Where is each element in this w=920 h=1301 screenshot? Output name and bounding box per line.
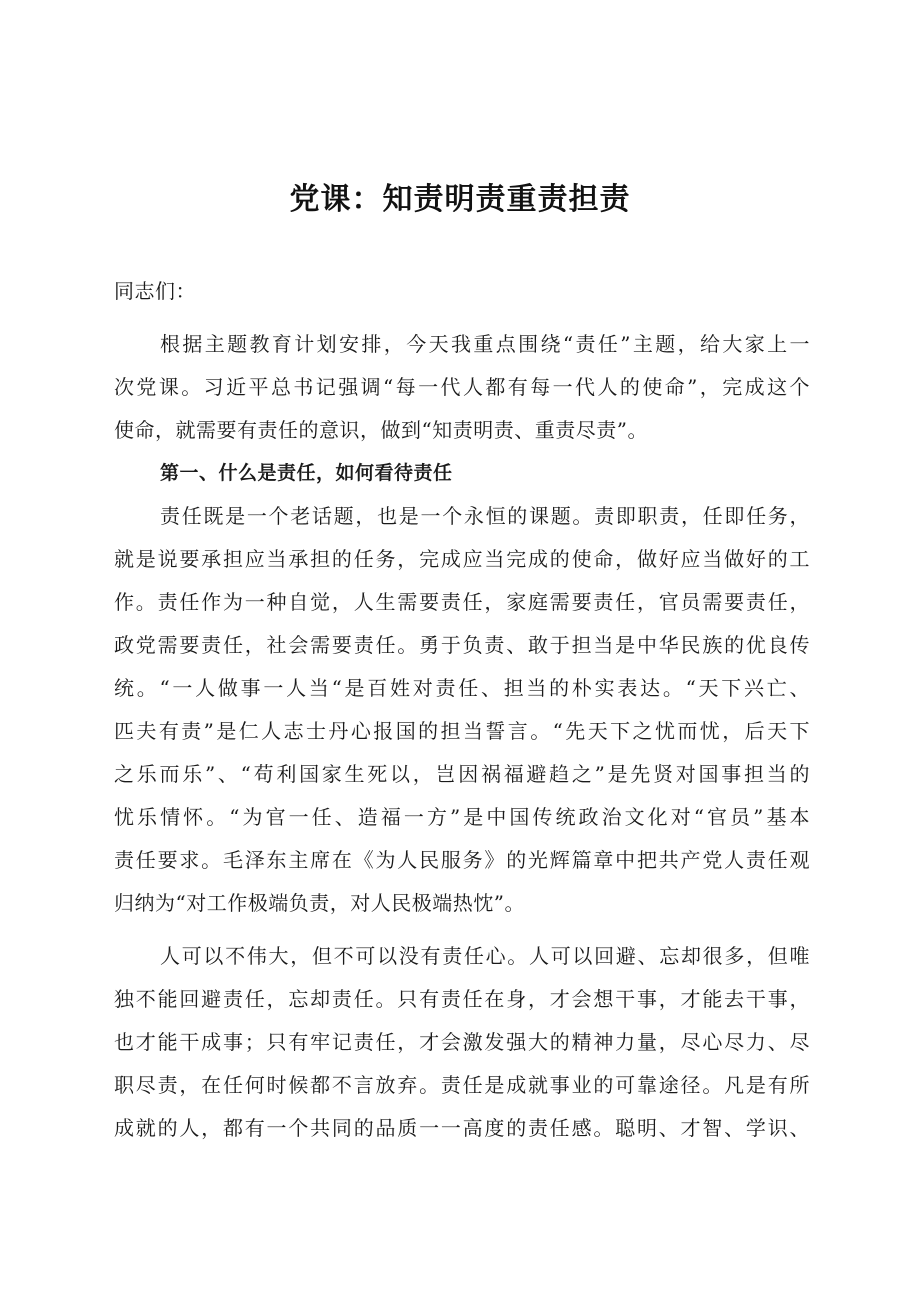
paragraph-line: 忧乐情怀。“为官一任、造福一方”是中国传统政治文化对“官员”基本 (114, 805, 810, 829)
paragraph-line: 成就的人，都有一个共同的品质一一高度的责任感。聪明、才智、学识、 (114, 1116, 810, 1140)
paragraph-line: 归纳为“对工作极端负责，对人民极端热忱”。 (114, 891, 525, 915)
document-body (114, 270, 810, 1150)
paragraph-line: 使命，就需要有责任的意识，做到“知责明责、重责尽责”。 (114, 418, 648, 442)
paragraph-3 (114, 935, 810, 1150)
paragraph-line: 政党需要责任，社会需要责任。勇于负责、敢于担当是中华民族的优良传 (114, 633, 810, 657)
paragraph-line: 独不能回避责任，忘却责任。只有责任在身，才会想干事，才能去干事， (114, 987, 810, 1011)
paragraph-line: 次党课。习近平总书记强调“每一代人都有每一代人的使命”，完成这个 (114, 375, 810, 399)
paragraph-line: 职尽责，在任何时候都不言放弃。责任是成就事业的可靠途径。凡是有所 (114, 1073, 810, 1097)
paragraph-line: 责任要求。毛泽东主席在《为人民服务》的光辉篇章中把共产党人责任观 (114, 848, 810, 872)
paragraph-line: 匹夫有责”是仁人志士丹心报国的担当誓言。“先天下之忧而忧，后天下 (114, 719, 810, 743)
paragraph-line: 统。“一人做事一人当“是百姓对责任、担当的朴实表达。“天下兴亡、 (114, 676, 810, 700)
paragraph-line: 就是说要承担应当承担的任务，完成应当完成的使命，做好应当做好的工 (114, 547, 810, 571)
salutation: 同志们： (114, 279, 196, 303)
paragraph-line: 也才能干成事；只有牢记责任，才会激发强大的精神力量，尽心尽力、尽 (114, 1030, 810, 1054)
section-heading: 第一、什么是责任，如何看待责任 (160, 462, 453, 484)
paragraph-2 (114, 495, 810, 925)
document-title: 党课：知责明责重责担责 (289, 182, 631, 217)
paragraph-line: 责任既是一个老话题，也是一个永恒的课题。责即职责，任即任务， (160, 504, 810, 528)
paragraph-line: 之乐而乐”、“苟利国家生死以，岂因祸福避趋之”是先贤对国事担当的 (114, 762, 810, 786)
paragraph-1 (114, 323, 810, 452)
paragraph-line: 人可以不伟大，但不可以没有责任心。人可以回避、忘却很多，但唯 (160, 944, 810, 968)
paragraph-line: 根据主题教育计划安排，今天我重点围绕“责任”主题，给大家上一 (160, 332, 810, 356)
paragraph-line: 作。责任作为一种自觉，人生需要责任，家庭需要责任，官员需要责任， (114, 590, 810, 614)
